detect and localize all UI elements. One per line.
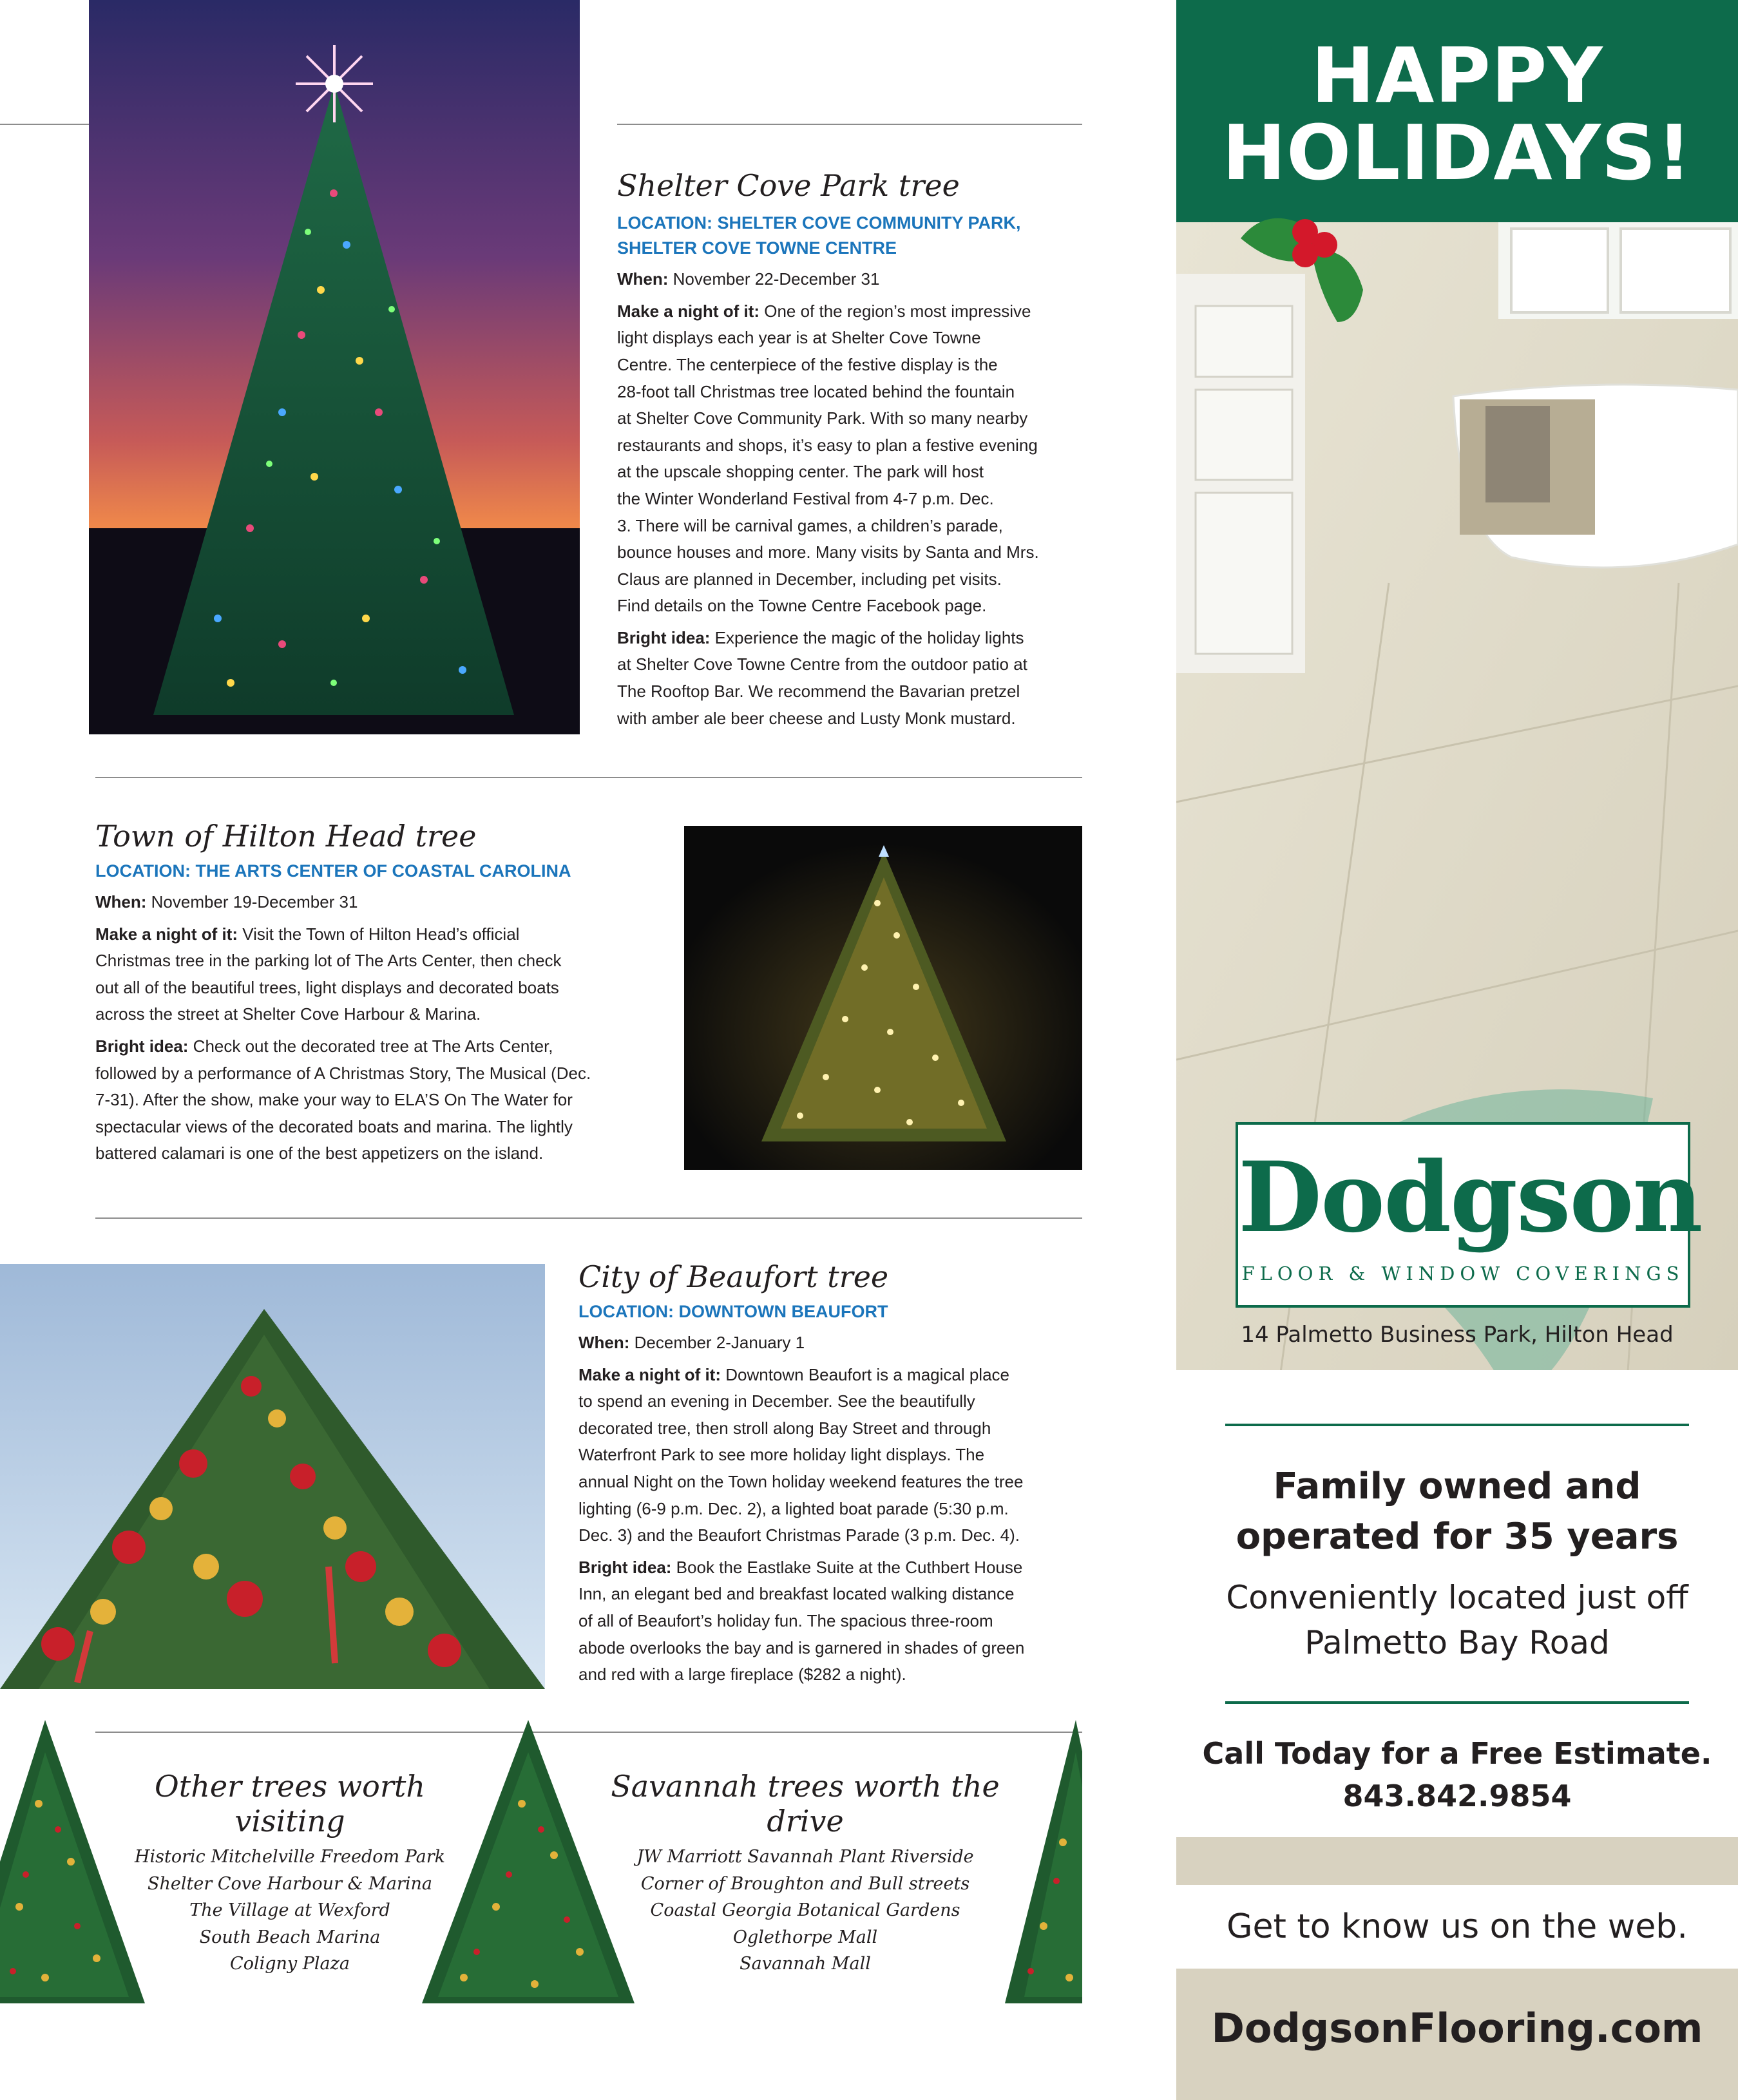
logo-tagline: FLOOR & WINDOW COVERINGS <box>1241 1263 1685 1284</box>
dodgson-logo <box>1236 1122 1702 1308</box>
when-label: When: <box>95 892 147 912</box>
text-line: at Shelter Cove Towne Centre from the outdoor patio at <box>617 654 1027 674</box>
list-item: South Beach Marina <box>199 1927 381 1947</box>
when-label: When: <box>578 1333 630 1353</box>
night-label: Make a night of it: <box>95 924 238 944</box>
when-paragraph <box>95 889 675 916</box>
bright-label: Bright idea: <box>95 1036 189 1056</box>
ad-rule <box>1225 1701 1689 1704</box>
text-line: Claus are planned in December, including pet visits. <box>617 569 1002 589</box>
text-line: Find details on the Towne Centre Facebook page. <box>617 596 987 616</box>
when-paragraph <box>578 1330 1087 1357</box>
text-line: Dec. 3) and the Beaufort Christmas Parade (3 p.m. Dec. 4). <box>578 1525 1020 1545</box>
list-item: Shelter Cove Harbour & Marina <box>148 1873 432 1894</box>
list-title: Other trees worth visiting <box>155 1769 425 1838</box>
text-line: Christmas tree in the parking lot of The Arts Center, then check <box>95 951 562 971</box>
text-line: bounce houses and more. Many visits by Santa and Mrs. <box>617 542 1039 562</box>
list-title: Savannah trees worth the drive <box>611 1769 1000 1838</box>
section-title: Shelter Cove Park tree <box>617 168 960 203</box>
section-rule <box>95 777 1082 778</box>
section-hilton-head <box>95 819 675 1167</box>
call-to-action: Call Today for a Free Estimate. <box>1202 1736 1712 1771</box>
text-line: annual Night on the Town holiday weekend features the tree <box>578 1472 1024 1491</box>
bright-paragraph <box>617 625 1087 732</box>
location-line: SHELTER COVE TOWNE CENTRE <box>617 238 897 258</box>
store-address: 14 Palmetto Business Park, Hilton Head <box>1241 1322 1674 1348</box>
text-line: followed by a performance of A Christmas Story, The Musical (Dec. <box>95 1063 591 1083</box>
other-trees-list <box>97 1769 483 1978</box>
website-url[interactable]: DodgsonFlooring.com <box>1211 2005 1703 2052</box>
location-line: LOCATION: THE ARTS CENTER OF COASTAL CAROLINA <box>95 861 571 881</box>
section-title: City of Beaufort tree <box>578 1259 889 1294</box>
list-item: Corner of Broughton and Bull streets <box>640 1873 970 1894</box>
section-title: Town of Hilton Head tree <box>95 819 477 854</box>
text-line: abode overlooks the bay and is garnered in shades of green <box>578 1637 1025 1657</box>
text-line: Downtown Beaufort is a magical place <box>721 1364 1010 1384</box>
section-rule <box>95 1217 1082 1219</box>
dodgson-advertisement <box>1176 0 1738 2100</box>
ad-rule <box>1225 1424 1689 1426</box>
web-prompt: Get to know us on the web. <box>1227 1907 1688 1946</box>
web-prompt-band <box>1176 1885 1738 1969</box>
top-rule <box>617 124 1082 125</box>
phone-number: 843.842.9854 <box>1342 1779 1572 1813</box>
family-owned-line: Family owned and <box>1273 1465 1641 1507</box>
ad-strip <box>1176 1837 1738 1885</box>
list-item: Savannah Mall <box>740 1954 871 1974</box>
text-line: with amber ale beer cheese and Lusty Monk mustard. <box>617 708 1016 728</box>
shelter-cove-tree-photo <box>89 0 580 734</box>
holly-icon <box>1228 193 1382 335</box>
logo-wordmark: Dodgson <box>1238 1141 1702 1254</box>
text-line: Check out the decorated tree at The Arts Center, <box>188 1036 553 1056</box>
text-line: to spend an evening in December. See the beautifully <box>578 1391 975 1411</box>
text-line: light displays each year is at Shelter Cove Towne <box>617 328 981 348</box>
list-item: JW Marriott Savannah Plant Riverside <box>636 1847 974 1867</box>
bright-label: Bright idea: <box>617 627 711 647</box>
night-label: Make a night of it: <box>617 301 759 321</box>
night-paragraph <box>578 1362 1087 1549</box>
text-line: Visit the Town of Hilton Head’s official <box>238 924 520 944</box>
text-line: restaurants and shops, it’s easy to plan a festive evening <box>617 435 1038 455</box>
when-value: November 22-December 31 <box>668 269 880 289</box>
bright-paragraph <box>95 1033 675 1167</box>
section-shelter-cove <box>617 169 1087 732</box>
hilton-head-tree-photo <box>684 826 1082 1170</box>
text-line: lighting (6-9 p.m. Dec. 2), a lighted boat parade (5:30 p.m. <box>578 1498 1009 1518</box>
night-label: Make a night of it: <box>578 1364 721 1384</box>
text-line: 28-foot tall Christmas tree located behind the fountain <box>617 381 1015 401</box>
text-line: at Shelter Cove Community Park. With so many nearby <box>617 408 1028 428</box>
text-line: One of the region’s most impressive <box>759 301 1031 321</box>
list-item: Coastal Georgia Botanical Gardens <box>650 1900 960 1921</box>
location-line: LOCATION: SHELTER COVE COMMUNITY PARK, <box>617 213 1021 233</box>
text-line: 7-31). After the show, make your way to ELA’S On The Water for <box>95 1090 573 1110</box>
text-line: Centre. The centerpiece of the festive display is the <box>617 354 998 374</box>
location-line: LOCATION: DOWNTOWN BEAUFORT <box>578 1301 888 1321</box>
when-label: When: <box>617 269 669 289</box>
text-line: spectacular views of the decorated boats and marina. The lightly <box>95 1116 573 1136</box>
list-item: Oglethorpe Mall <box>732 1927 878 1947</box>
bright-label: Bright idea: <box>578 1557 672 1577</box>
when-value: November 19-December 31 <box>146 892 358 912</box>
text-line: Experience the magic of the holiday lights <box>710 627 1024 647</box>
night-paragraph <box>617 298 1087 620</box>
beaufort-tree-photo <box>0 1264 545 1689</box>
ad-info-panel <box>1176 1370 1738 1837</box>
headline-line: HOLIDAYS! <box>1222 108 1692 197</box>
location-note-line: Conveniently located just off <box>1226 1579 1688 1616</box>
text-line: Inn, an elegant bed and breakfast located walking distance <box>578 1584 1015 1604</box>
text-line: of all of Beaufort’s holiday fun. The spacious three-room <box>578 1610 993 1630</box>
text-line: the Winter Wonderland Festival from 4-7 p.m. Dec. <box>617 488 994 508</box>
headline-line: HAPPY <box>1311 31 1603 120</box>
text-line: at the upscale shopping center. The park will host <box>617 462 984 482</box>
section-beaufort <box>578 1260 1087 1688</box>
text-line: Waterfront Park to see more holiday light displays. The <box>578 1445 985 1465</box>
text-line: and red with a large fireplace ($282 a night). <box>578 1665 906 1685</box>
savannah-trees-list <box>586 1769 1024 1978</box>
list-item: Coligny Plaza <box>230 1954 350 1974</box>
text-line: decorated tree, then stroll along Bay Street and through <box>578 1418 991 1438</box>
text-line: 3. There will be carnival games, a children’s parade, <box>617 515 1003 535</box>
night-paragraph <box>95 921 675 1028</box>
list-item: The Village at Wexford <box>189 1900 390 1921</box>
when-value: December 2-January 1 <box>629 1333 805 1353</box>
ad-header <box>1176 0 1738 222</box>
text-line: The Rooftop Bar. We recommend the Bavarian pretzel <box>617 682 1020 702</box>
list-item: Historic Mitchelville Freedom Park <box>134 1847 445 1867</box>
family-owned-line: operated for 35 years <box>1236 1516 1679 1558</box>
text-line: across the street at Shelter Cove Harbour & Marina. <box>95 1004 481 1024</box>
bright-paragraph <box>578 1554 1087 1688</box>
text-line: battered calamari is one of the best appetizers on the island. <box>95 1143 544 1163</box>
text-line: out all of the beautiful trees, light displays and decorated boats <box>95 977 559 997</box>
location-note-line: Palmetto Bay Road <box>1304 1624 1610 1661</box>
when-paragraph <box>617 266 1087 293</box>
top-left-rule <box>0 124 89 125</box>
text-line: Book the Eastlake Suite at the Cuthbert House <box>671 1557 1023 1577</box>
